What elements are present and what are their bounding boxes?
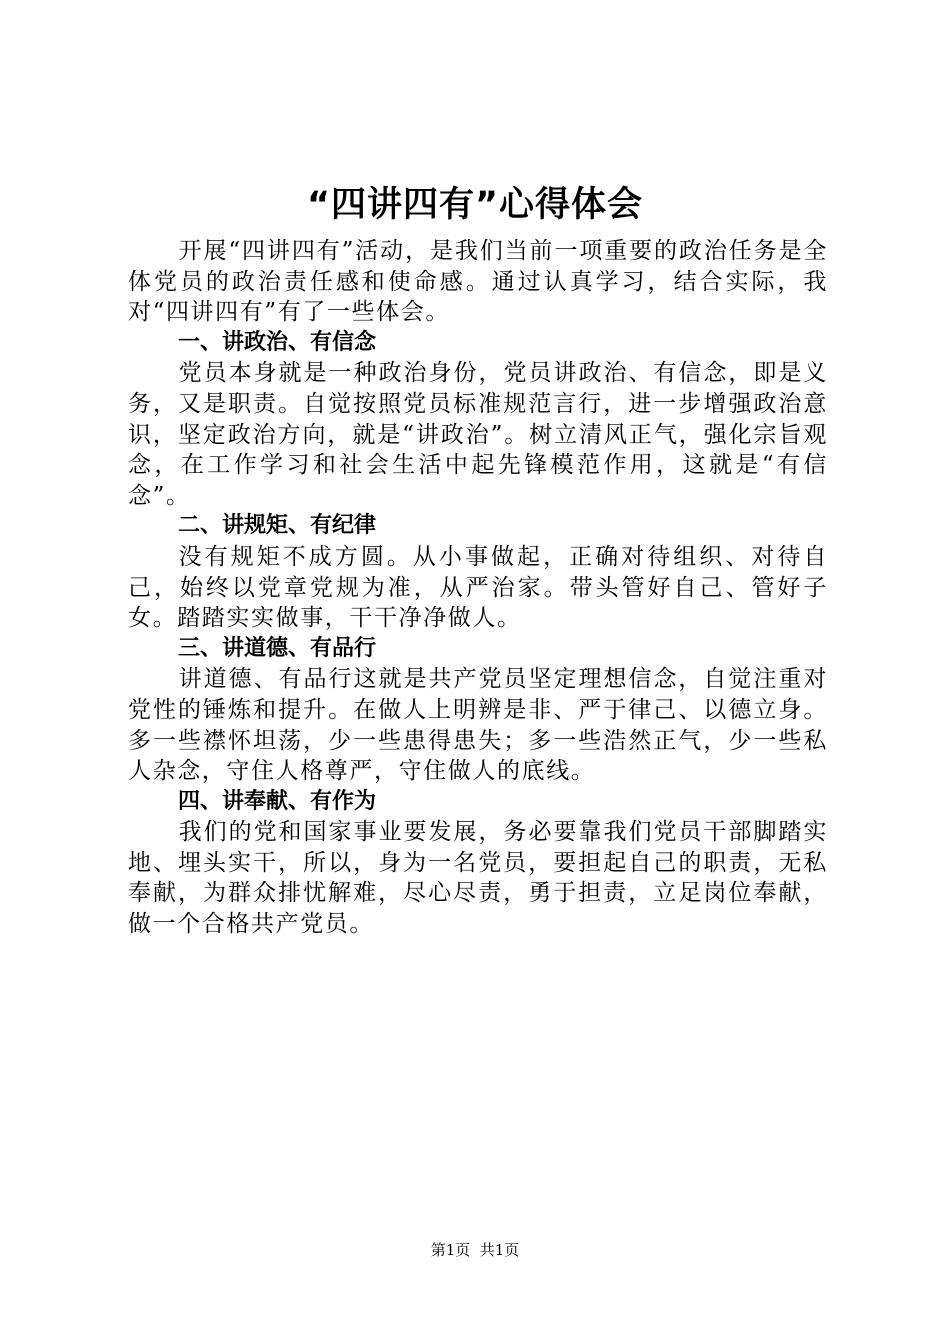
section-heading-3: 三、讲道德、有品行 xyxy=(178,635,377,661)
section-paragraph-1: 党员本身就是一种政治身份，党员讲政治、有信念，即是义务，又是职责。自觉按照党员标准规范言行，进一步增强政治意识，坚定政治方向，就是“讲政治”。树立清风正气，强化宗旨观念，在工作学习和社会生活中起先锋模范作用，这就是“有信念”。 xyxy=(128,360,828,509)
section-heading-4: 四、讲奉献、有作为 xyxy=(178,788,377,814)
section-heading-2: 二、讲规矩、有纪律 xyxy=(178,513,377,539)
intro-paragraph: 开展“四讲四有”活动，是我们当前一项重要的政治任务是全体党员的政治责任感和使命感。通过认真学习，结合实际，我对“四讲四有”有了一些体会。 xyxy=(128,238,828,326)
section-paragraph-3: 讲道德、有品行这就是共产党员坚定理想信念，自觉注重对党性的锤炼和提升。在做人上明辨是非、严于律己、以德立身。多一些襟怀坦荡，少一些患得患失；多一些浩然正气，少一些私人杂念，守住人格尊严，守住做人的底线。 xyxy=(128,666,828,785)
page-title: “四讲四有”心得体会 xyxy=(306,185,643,225)
document-body xyxy=(128,236,828,940)
section-heading-1: 一、讲政治、有信念 xyxy=(178,329,377,355)
page-footer: 第1页 共1页 xyxy=(430,1241,520,1259)
section-paragraph-4: 我们的党和国家事业要发展，务必要靠我们党员干部脚踏实地、埋头实干，所以，身为一名党员，要担起自己的职责，无私奉献，为群众排忧解难，尽心尽责，勇于担责，立足岗位奉献，做一个合格共产党员。 xyxy=(128,819,828,938)
section-paragraph-2: 没有规矩不成方圆。从小事做起，正确对待组织、对待自己，始终以党章党规为准，从严治家。带头管好自己、管好子女。踏踏实实做事，干干净净做人。 xyxy=(128,543,828,632)
